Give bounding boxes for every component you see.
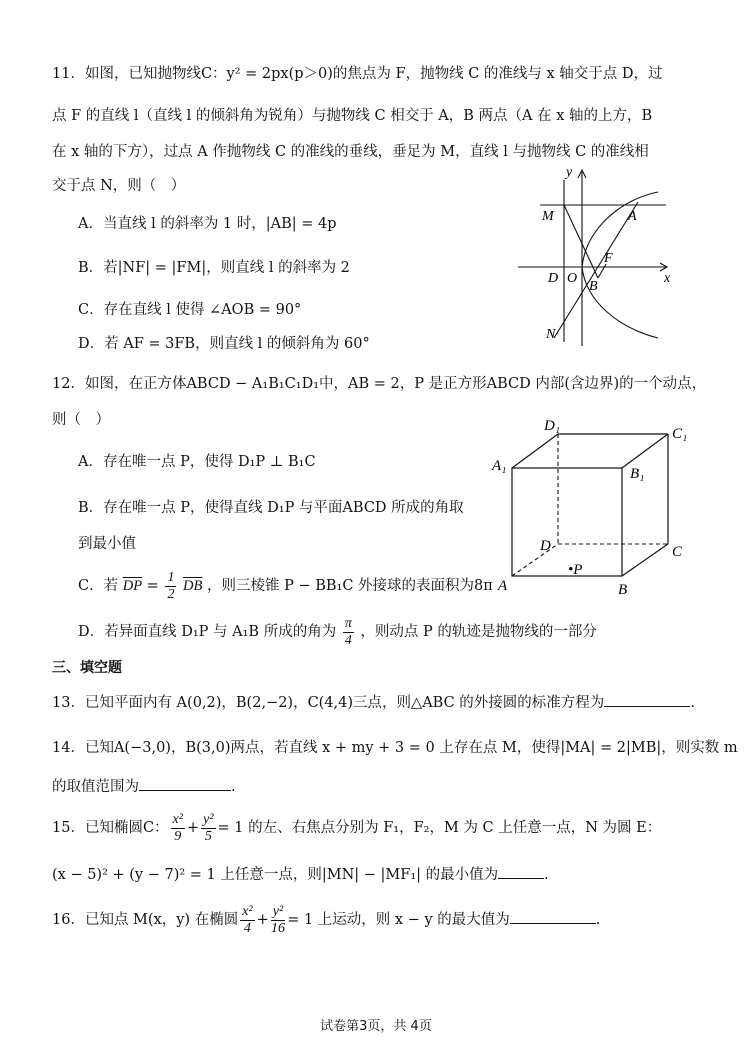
fig12-label-d: D — [540, 538, 551, 554]
q12-option-c-vector-dp: $\overline{DP}$ — [122, 578, 143, 594]
q14-end: . — [231, 779, 236, 795]
q12-option-d-prefix: D．若异面直线 D₁P 与 A₁B 所成的角为 — [78, 624, 337, 640]
q11-line-4: 交于点 N，则（ ） — [52, 178, 186, 194]
fig12-label-p: •P — [568, 562, 583, 578]
q15-fraction-x-denominator: 9 — [174, 828, 182, 844]
q11-line-1: 11．如图，已知抛物线C：y² = 2px(p＞0)的焦点为 F，抛物线 C 的准线与 x 轴交于点 D，过 — [52, 66, 663, 82]
q15-fraction-x — [171, 812, 185, 845]
q15-prefix: 15．已知椭圆C： — [52, 820, 169, 836]
fig11-label-a: A — [628, 209, 637, 224]
q12-option-c-equals: = — [146, 578, 159, 594]
q11-line-2: 点 F 的直线 l（直线 l 的倾斜角为锐角）与抛物线 C 相交于 A，B 两点（A 在 x 轴的上方，B — [52, 108, 653, 124]
fig12-label-a: A — [498, 578, 508, 594]
q12-option-c-suffix: ，则三棱锥 P − BB₁C 外接球的表面积为8π — [207, 578, 493, 594]
fig12-label-b: B — [618, 582, 628, 598]
q12-line-1: 12．如图，在正方体ABCD − A₁B₁C₁D₁中，AB = 2，P 是正方形ABCD 内部(含边界)的一个动点， — [52, 376, 707, 392]
q11-line-3: 在 x 轴的下方），过点 A 作抛物线 C 的准线的垂线，垂足为 M，直线 l 与抛物线 C 的准线相 — [52, 144, 649, 160]
fig12-label-a1: A₁ — [492, 458, 507, 474]
fig11-label-d: D — [548, 271, 559, 286]
q12-option-c-denominator: 2 — [167, 586, 175, 602]
q13 — [52, 692, 695, 713]
q16-prefix: 16．已知点 M(x，y) 在椭圆 — [52, 912, 239, 928]
parabola-figure — [514, 160, 674, 350]
q16-end: . — [595, 912, 601, 928]
q12-option-b-line-2: 到最小值 — [78, 536, 136, 552]
q15-line-1 — [52, 810, 661, 846]
fig12-label-c1: C₁ — [672, 426, 688, 442]
cube-figure — [488, 412, 704, 602]
q16-fraction-y — [271, 904, 285, 937]
q12-option-c-prefix: C．若 — [78, 578, 119, 594]
fig11-label-n: N — [546, 327, 556, 342]
fig12-label-b1: B₁ — [630, 466, 645, 482]
q16-fraction-y-numerator: y² — [272, 903, 284, 919]
fig11-label-b: B — [589, 279, 598, 294]
q12-line-2: 则（ ） — [52, 412, 110, 428]
q13-text: 13．已知平面内有 A(0,2)，B(2,−2)，C(4,4)三点，则△ABC 的外接圆的标准方程为 — [52, 695, 605, 711]
q13-end: . — [690, 695, 695, 711]
q12-option-c-vector-db: $\overline{DB}$ — [183, 578, 203, 594]
q16-suffix: = 1 上运动，则 x − y 的最大值为 — [287, 912, 510, 928]
q11-option-a: A．当直线 l 的斜率为 1 时，|AB| = 4p — [78, 216, 337, 232]
q16-answer-blank[interactable] — [510, 909, 596, 924]
q12-option-a: A．存在唯一点 P，使得 D₁P ⊥ B₁C — [78, 454, 316, 470]
q16-plus: + — [256, 912, 269, 928]
q14-answer-blank[interactable] — [139, 776, 231, 791]
fig12-label-d1: D₁ — [544, 418, 561, 434]
q14-line-1: 14．已知A(−3,0)，B(3,0)两点，若直线 x + my + 3 = 0 上存在点 M，使得|MA| = 2|MB|，则实数 m — [52, 740, 738, 756]
fig11-label-f: F — [604, 251, 613, 266]
q15-text: (x − 5)² + (y − 7)² = 1 上任意一点，则|MN| − |MF₁| 的最小值为 — [52, 867, 499, 883]
q12-option-d-fraction — [343, 616, 354, 649]
q15-end: . — [544, 867, 549, 883]
q11-option-c: C．存在直线 l 使得 ∠AOB = 90° — [78, 302, 302, 318]
fig12-label-c: C — [672, 544, 683, 560]
q13-answer-blank[interactable] — [604, 692, 690, 707]
q16-fraction-y-denominator: 16 — [270, 920, 285, 936]
q12-option-d-denominator: 4 — [344, 632, 352, 648]
q12-option-c — [78, 568, 493, 604]
q11-option-d: D．若 AF = 3FB，则直线 l 的倾斜角为 60° — [78, 336, 370, 352]
q15-fraction-y-denominator: 5 — [204, 828, 212, 844]
q15-fraction-y — [201, 812, 215, 845]
fig11-label-m: M — [542, 209, 554, 224]
q15-fraction-x-numerator: x² — [172, 811, 183, 827]
q15-fraction-y-numerator: y² — [203, 811, 214, 827]
q14-text: 的取值范围为 — [52, 779, 139, 795]
q12-option-d-suffix: ，则动点 P 的轨迹是抛物线的一部分 — [360, 624, 597, 640]
q15-suffix: = 1 的左、右焦点分别为 F₁，F₂，M 为 C 上任意一点，N 为圆 E： — [217, 820, 662, 836]
fig11-label-x: x — [664, 271, 671, 286]
q16-fraction-x-denominator: 4 — [243, 920, 251, 936]
q16-fraction-x-numerator: x² — [242, 903, 253, 919]
q15-line-2 — [52, 864, 549, 885]
q12-option-d-numerator: π — [344, 615, 352, 631]
q11-option-b: B．若|NF| = |FM|，则直线 l 的斜率为 2 — [78, 260, 350, 276]
q15-plus: + — [186, 820, 200, 836]
q16-fraction-x — [240, 904, 254, 937]
q15-answer-blank[interactable] — [498, 864, 544, 879]
page-footer: 试卷第3页，共 4页 — [320, 1019, 432, 1034]
q12-option-d — [78, 614, 597, 650]
fig11-label-y: y — [566, 165, 573, 180]
fig11-label-o: O — [567, 271, 578, 286]
q12-option-b-line-1: B．存在唯一点 P，使得直线 D₁P 与平面ABCD 所成的角取 — [78, 500, 464, 516]
q12-option-c-fraction — [165, 570, 176, 603]
q12-option-c-numerator: 1 — [167, 569, 175, 585]
q14-line-2 — [52, 776, 236, 797]
section-fill-in-blank-heading: 三、填空题 — [52, 660, 122, 676]
q16 — [52, 902, 600, 938]
